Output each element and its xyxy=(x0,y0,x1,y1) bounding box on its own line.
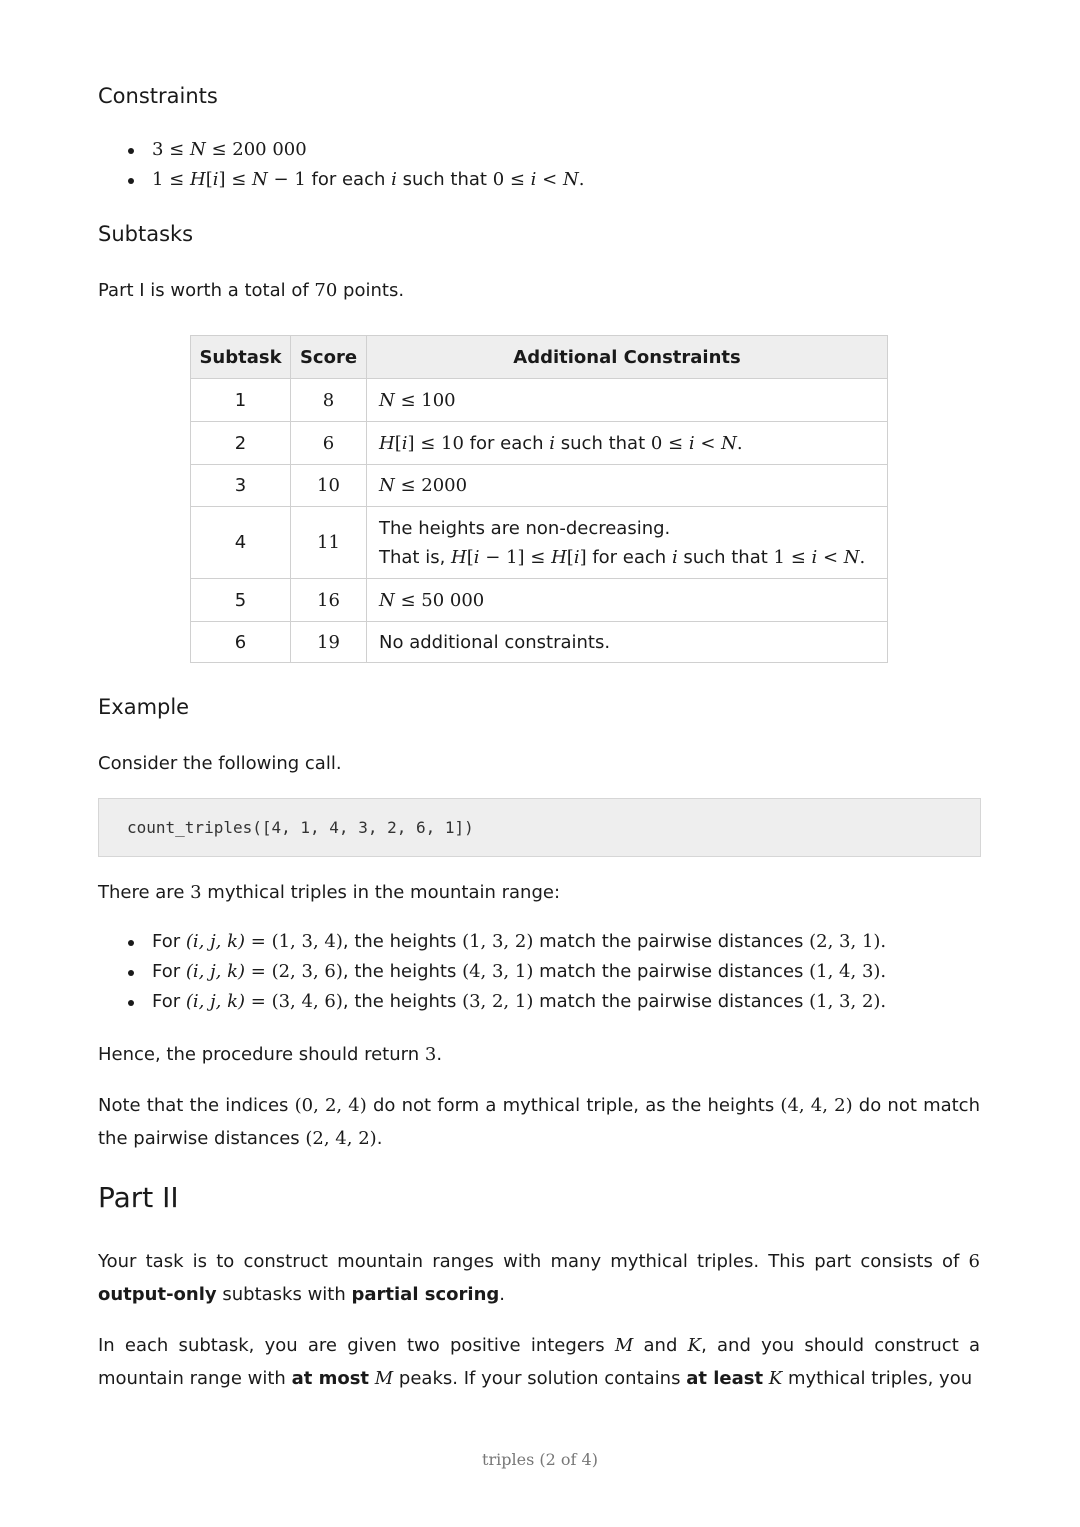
table-row xyxy=(191,507,888,579)
table-row xyxy=(191,622,888,663)
subtask-score: 16 xyxy=(291,579,367,622)
code-block xyxy=(98,798,981,857)
example-bullets xyxy=(98,927,998,1017)
subtask-score: 8 xyxy=(291,379,367,422)
subtasks-intro: Part I is worth a total of 70 points. xyxy=(98,280,405,301)
constraints-list xyxy=(98,135,998,195)
subtask-score: 11 xyxy=(291,507,367,579)
subtask-id: 5 xyxy=(191,579,291,622)
subtask-constraint: N ≤ 2000 xyxy=(367,465,888,507)
subtask-constraint: N ≤ 50 000 xyxy=(367,579,888,622)
part2-paragraph-1: Your task is to construct mountain ranges with many mythical triples. This part consists of 6 output-only subtasks with partial scoring. xyxy=(98,1251,980,1305)
example-hence: Hence, the procedure should return 3. xyxy=(98,1044,443,1065)
table-row xyxy=(191,579,888,622)
table-row xyxy=(191,422,888,465)
subtask-id: 6 xyxy=(191,622,291,663)
example-there: There are 3 mythical triples in the mountain range: xyxy=(98,882,561,903)
subtask-id: 4 xyxy=(191,507,291,579)
list-item: For (i, j, k) = (2, 3, 6), the heights (4, 3, 1) match the pairwise distances (1, 4, 3). xyxy=(98,957,998,987)
subtask-constraint: The heights are non-decreasing. That is, H[i − 1] ≤ H[i] for each i such that 1 ≤ i < N. xyxy=(367,507,888,579)
subtask-id: 3 xyxy=(191,465,291,507)
page-footer: triples (2 of 4) xyxy=(482,1450,598,1469)
list-item: 1 ≤ H[i] ≤ N − 1 for each i such that 0 ≤ i < N. xyxy=(98,165,998,195)
part2-paragraph-2: In each subtask, you are given two positive integers M and K, and you should construct a mountain range with at most M peaks. If your solution contains at least K mythical triples, you xyxy=(98,1335,981,1389)
subtask-constraint: H[i] ≤ 10 for each i such that 0 ≤ i < N. xyxy=(367,422,888,465)
table-row xyxy=(191,379,888,422)
header-subtask: Subtask xyxy=(191,336,291,379)
list-item: For (i, j, k) = (1, 3, 4), the heights (1, 3, 2) match the pairwise distances (2, 3, 1). xyxy=(98,927,998,957)
example-note: Note that the indices (0, 2, 4) do not form a mythical triple, as the heights (4, 4, 2) do not match the pairwise distances (2, 4, 2). xyxy=(98,1095,980,1149)
header-score: Score xyxy=(291,336,367,379)
list-item: 3 ≤ N ≤ 200 000 xyxy=(98,135,998,165)
subtask-constraint: No additional constraints. xyxy=(367,622,888,663)
subtask-id: 2 xyxy=(191,422,291,465)
table-header-row xyxy=(191,336,888,379)
subtask-constraint: N ≤ 100 xyxy=(367,379,888,422)
example-heading: Example xyxy=(98,695,190,719)
subtask-score: 19 xyxy=(291,622,367,663)
example-intro: Consider the following call. xyxy=(98,753,342,774)
part2-heading: Part II xyxy=(98,1181,179,1214)
subtask-score: 10 xyxy=(291,465,367,507)
code-text: count_triples([4, 1, 4, 3, 2, 6, 1]) xyxy=(127,818,474,837)
subtask-id: 1 xyxy=(191,379,291,422)
subtask-score: 6 xyxy=(291,422,367,465)
list-item: For (i, j, k) = (3, 4, 6), the heights (3, 2, 1) match the pairwise distances (1, 3, 2). xyxy=(98,987,998,1017)
table-row xyxy=(191,465,888,507)
header-constraints: Additional Constraints xyxy=(367,336,888,379)
subtasks-table xyxy=(190,335,888,663)
subtasks-heading: Subtasks xyxy=(98,222,194,246)
constraints-heading: Constraints xyxy=(98,84,218,108)
